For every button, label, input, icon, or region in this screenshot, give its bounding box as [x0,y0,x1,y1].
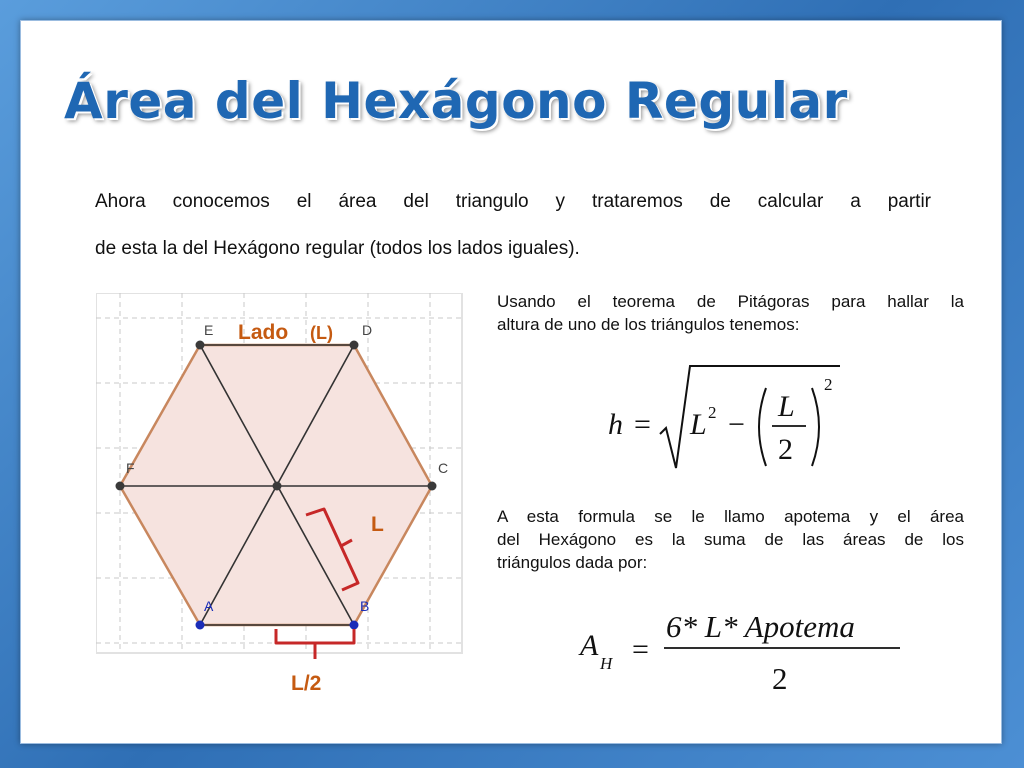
lado-paren-label: (L) [310,323,333,343]
pythagoras-line-2: altura de uno de los triángulos tenemos: [497,315,800,334]
formula2-equals: = [632,633,649,666]
vertex-label-d: D [362,322,373,338]
formula1-denominator: 2 [778,433,793,466]
side-label: L [371,513,384,536]
apotema-line-2: del Hexágono es la suma de las áreas de los [497,530,964,549]
formula2-numerator: 6* L* Apotema [666,609,855,644]
right-paren [812,388,819,466]
formula1-lhs: h [608,408,623,441]
pythagoras-paragraph [497,290,964,336]
lado-label: Lado [238,321,289,344]
point-d [350,341,359,350]
height-formula [560,362,860,477]
apotema-line-3: triángulos dada por: [497,553,648,572]
formula1-minus: − [728,408,745,441]
point-c [428,482,437,491]
formula1-base: L [690,408,707,441]
slide-title: Área del Hexágono Regular [64,72,848,130]
formula2-denominator: 2 [772,661,788,696]
area-formula [560,595,920,700]
formula1-numerator: L [778,390,795,423]
formula2-lhs: A [580,629,599,662]
vertex-label-b: B [360,598,370,614]
vertex-label-f: F [126,460,135,476]
formula2-subscript: H [600,654,613,673]
point-f [116,482,125,491]
half-side-label: L/2 [291,672,322,695]
apotema-line-1: A esta formula se le llamo apotema y el área [497,507,964,526]
formula1-outer-exponent: 2 [824,375,833,394]
point-a [196,621,205,630]
vertex-label-c: C [438,460,449,476]
vertex-label-a: A [204,598,214,614]
hexagon-diagram [96,293,468,698]
intro-line-1: Ahora conocemos el área del triangulo y trataremos de calcular a partir [95,191,931,212]
sqrt-radical [660,366,840,468]
vertex-label-e: E [204,322,214,338]
pythagoras-line-1: Usando el teorema de Pitágoras para hallar la [497,292,964,311]
intro-line-2: de esta la del Hexágono regular (todos los lados iguales). [95,238,580,259]
formula1-exponent: 2 [708,403,717,422]
apotema-paragraph [497,505,964,574]
formula1-equals: = [634,408,651,441]
point-center [273,482,282,491]
left-paren [759,388,766,466]
point-b [350,621,359,630]
intro-paragraph [95,178,931,272]
point-e [196,341,205,350]
